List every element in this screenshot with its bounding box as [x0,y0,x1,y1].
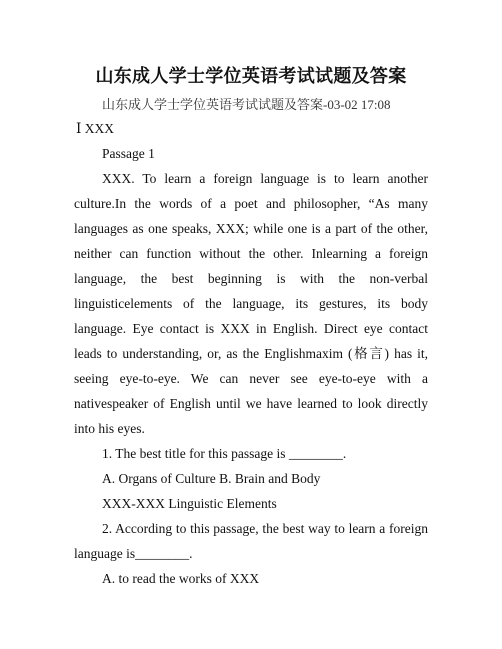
document-subtitle: 山东成人学士学位英语考试试题及答案-03-02 17:08 [102,97,391,112]
passage-heading: Passage 1 [102,146,155,161]
question-1-options-ab: A. Organs of Culture B. Brain and Body [102,471,321,486]
question-1-option-c: XXX-XXX Linguistic Elements [102,496,277,511]
question-2: 2. According to this passage, the best way to learn a foreign language is________. [74,521,428,561]
passage-paragraph: XXX. To learn a foreign language is to learn another culture.In the words of a poet and philosopher, “As many languages as one speaks, XXX; while one is a part of the other, neither can function without the other. Inlearning a foreign language, the best beginning is with the non-verbal linguisticelements of the language, its gestures, its body language. Eye contact is XXX in English. Direct eye contact leads to understanding, or, as the Englishmaxim (格言) has it, seeing eye-to-eye. We can never see eye-to-eye with a nativespeaker of English until we have learned to look directly into his eyes. [74,171,428,436]
section-heading: Ⅰ XXX [76,121,114,136]
question-2-option-a: A. to read the works of XXX [102,571,260,586]
document-body [74,116,428,591]
question-1: 1. The best title for this passage is ________. [102,446,347,461]
document-title: 山东成人学士学位英语考试试题及答案 [95,66,407,87]
